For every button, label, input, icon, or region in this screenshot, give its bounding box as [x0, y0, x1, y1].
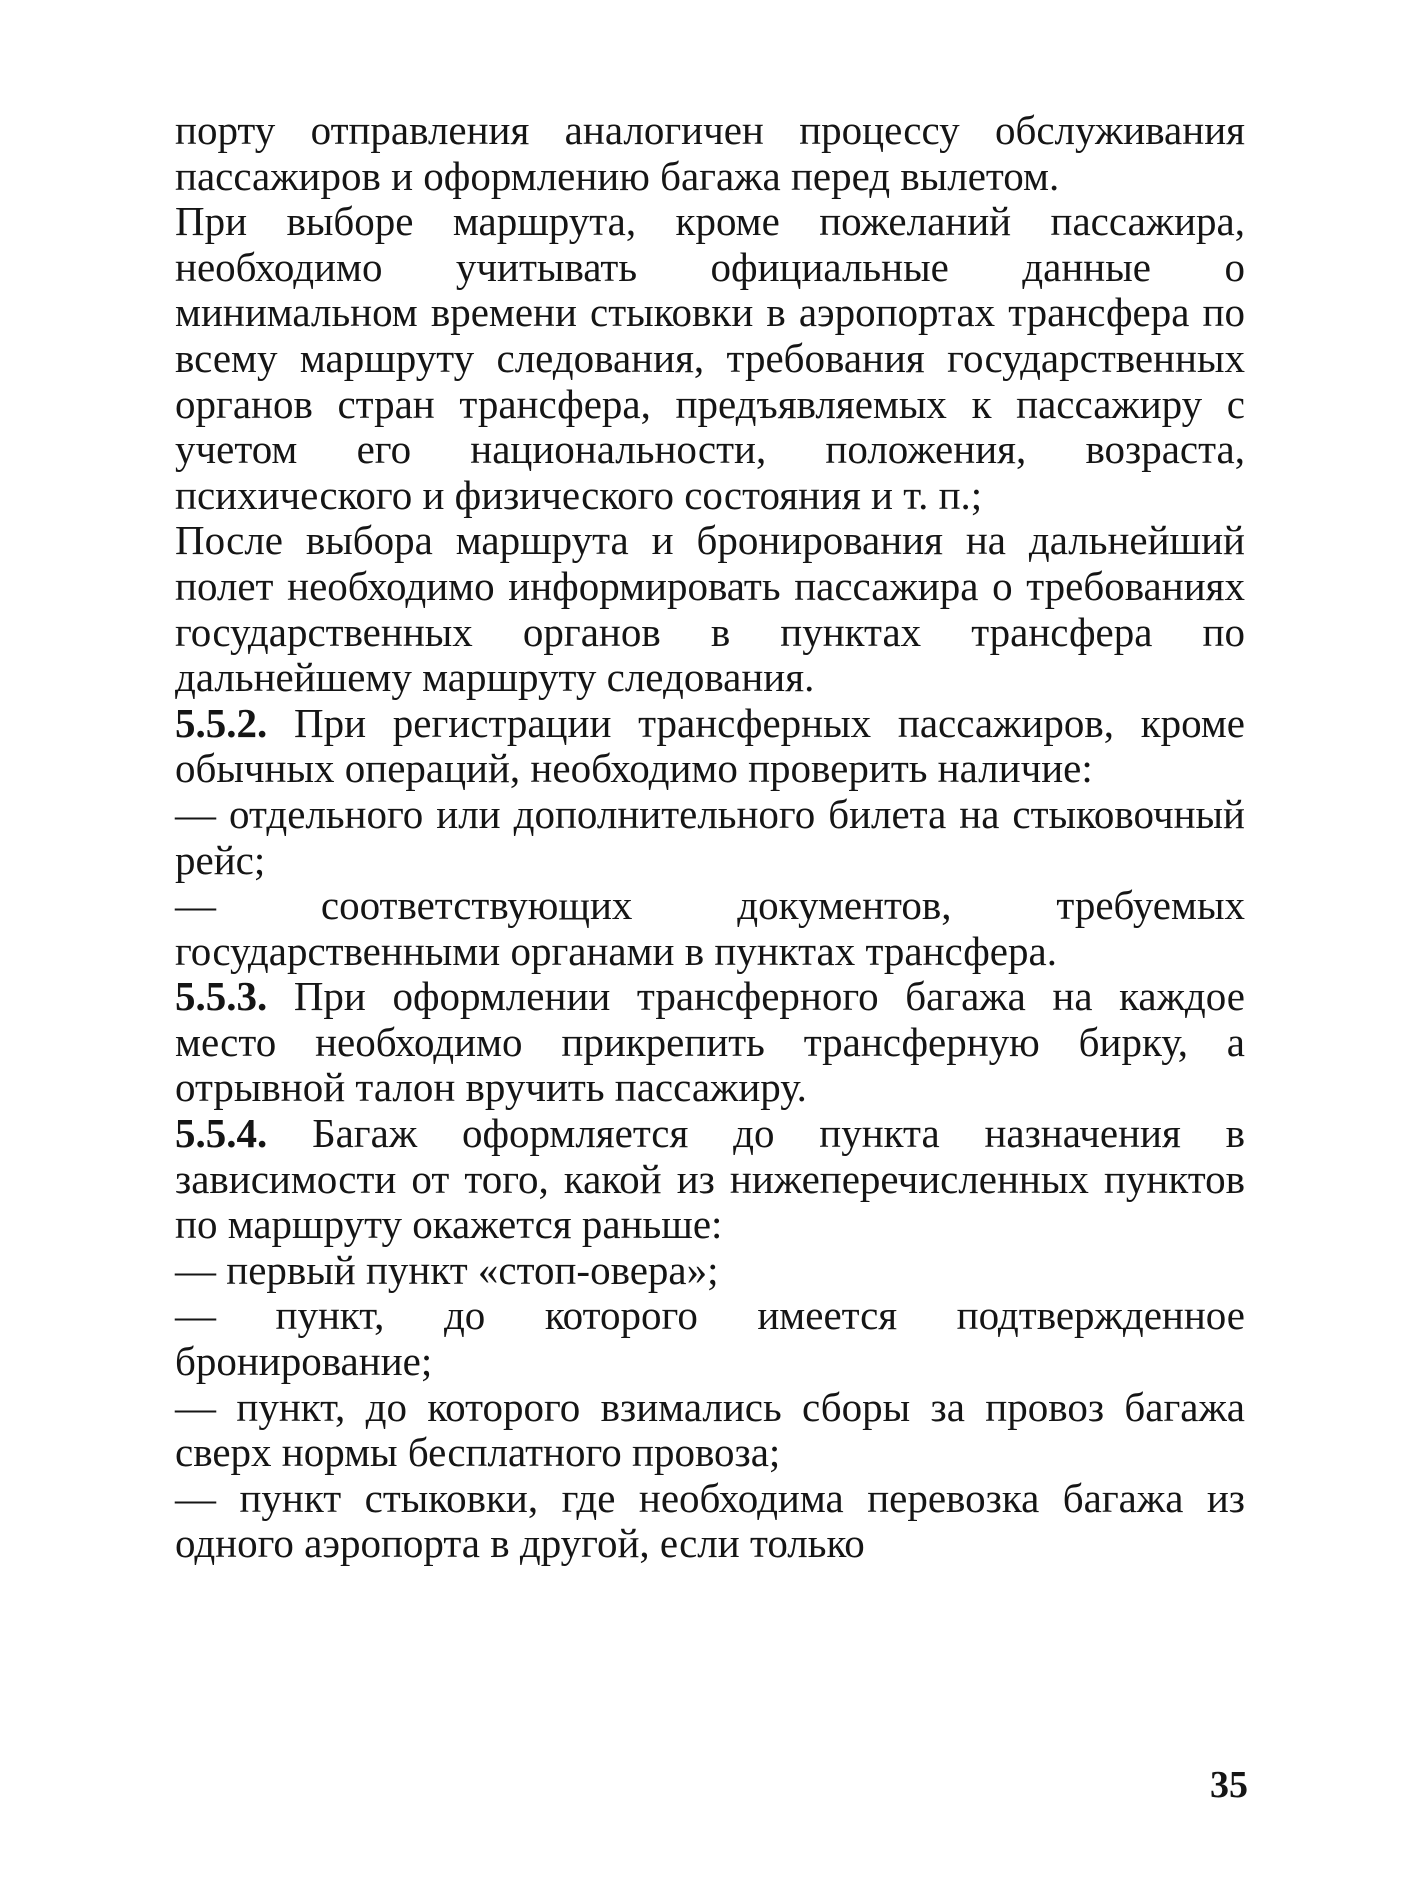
paragraph-text: При оформлении трансферного багажа на каждое место необходимо прикрепить трансферную бирку, а отрывной талон вручить пассажиру. — [175, 973, 1245, 1111]
section-number: 5.5.2. — [175, 699, 268, 746]
list-item — [175, 1293, 1245, 1384]
paragraph — [175, 108, 1245, 199]
paragraph-text: — пункт стыковки, где необходима перевозка багажа из одного аэропорта в другой, если только — [175, 1474, 1245, 1567]
paragraph-text: После выбора маршрута и бронирования на дальнейший полет необходимо информировать пассажира о требованиях государственных органов в пунктах трансфера по дальнейшему маршруту следования. — [175, 517, 1245, 701]
paragraph-text: — первый пункт «стоп-овера»; — [175, 1246, 719, 1293]
body-text — [175, 108, 1245, 1567]
paragraph-text: — пункт, до которого имеется подтвержденное бронирование; — [175, 1292, 1245, 1385]
paragraph-text: — пункт, до которого взимались сборы за провоз багажа сверх нормы бесплатного провоза; — [175, 1383, 1245, 1476]
paragraph-text: порту отправления аналогичен процессу обслуживания пассажиров и оформлению багажа перед вылетом. — [175, 107, 1245, 199]
section-number: 5.5.4. — [175, 1110, 268, 1157]
list-item — [175, 792, 1245, 883]
paragraph — [175, 199, 1245, 518]
paragraph-text: Багаж оформляется до пункта назначения в зависимости от того, какой из нижеперечисленных пунктов по маршруту окажется раньше: — [175, 1110, 1246, 1248]
section-paragraph — [175, 701, 1245, 792]
list-item — [175, 1248, 1245, 1294]
list-item — [175, 883, 1245, 974]
paragraph-text: — соответствующих документов, требуемых государственными органами в пунктах трансфера. — [175, 882, 1245, 974]
section-paragraph — [175, 1111, 1245, 1248]
page-number: 35 — [1210, 1764, 1248, 1806]
paragraph-text: — отдельного или дополнительного билета на стыковочный рейс; — [175, 790, 1245, 883]
list-item — [175, 1385, 1245, 1476]
section-paragraph — [175, 974, 1245, 1111]
paragraph — [175, 518, 1245, 700]
section-number: 5.5.3. — [175, 973, 268, 1020]
list-item — [175, 1476, 1245, 1567]
paragraph-text: При выборе маршрута, кроме пожеланий пассажира, необходимо учитывать официальные данные о минимальном времени стыковки в аэропортах трансфера по всему маршруту следования, требования государственных органов стран трансфера, предъявляемых к пассажиру с учетом его национальности, положения, возраста, психического и физического состояния и т. п.; — [175, 198, 1245, 518]
paragraph-text: При регистрации трансферных пассажиров, кроме обычных операций, необходимо проверить наличие: — [175, 699, 1246, 792]
